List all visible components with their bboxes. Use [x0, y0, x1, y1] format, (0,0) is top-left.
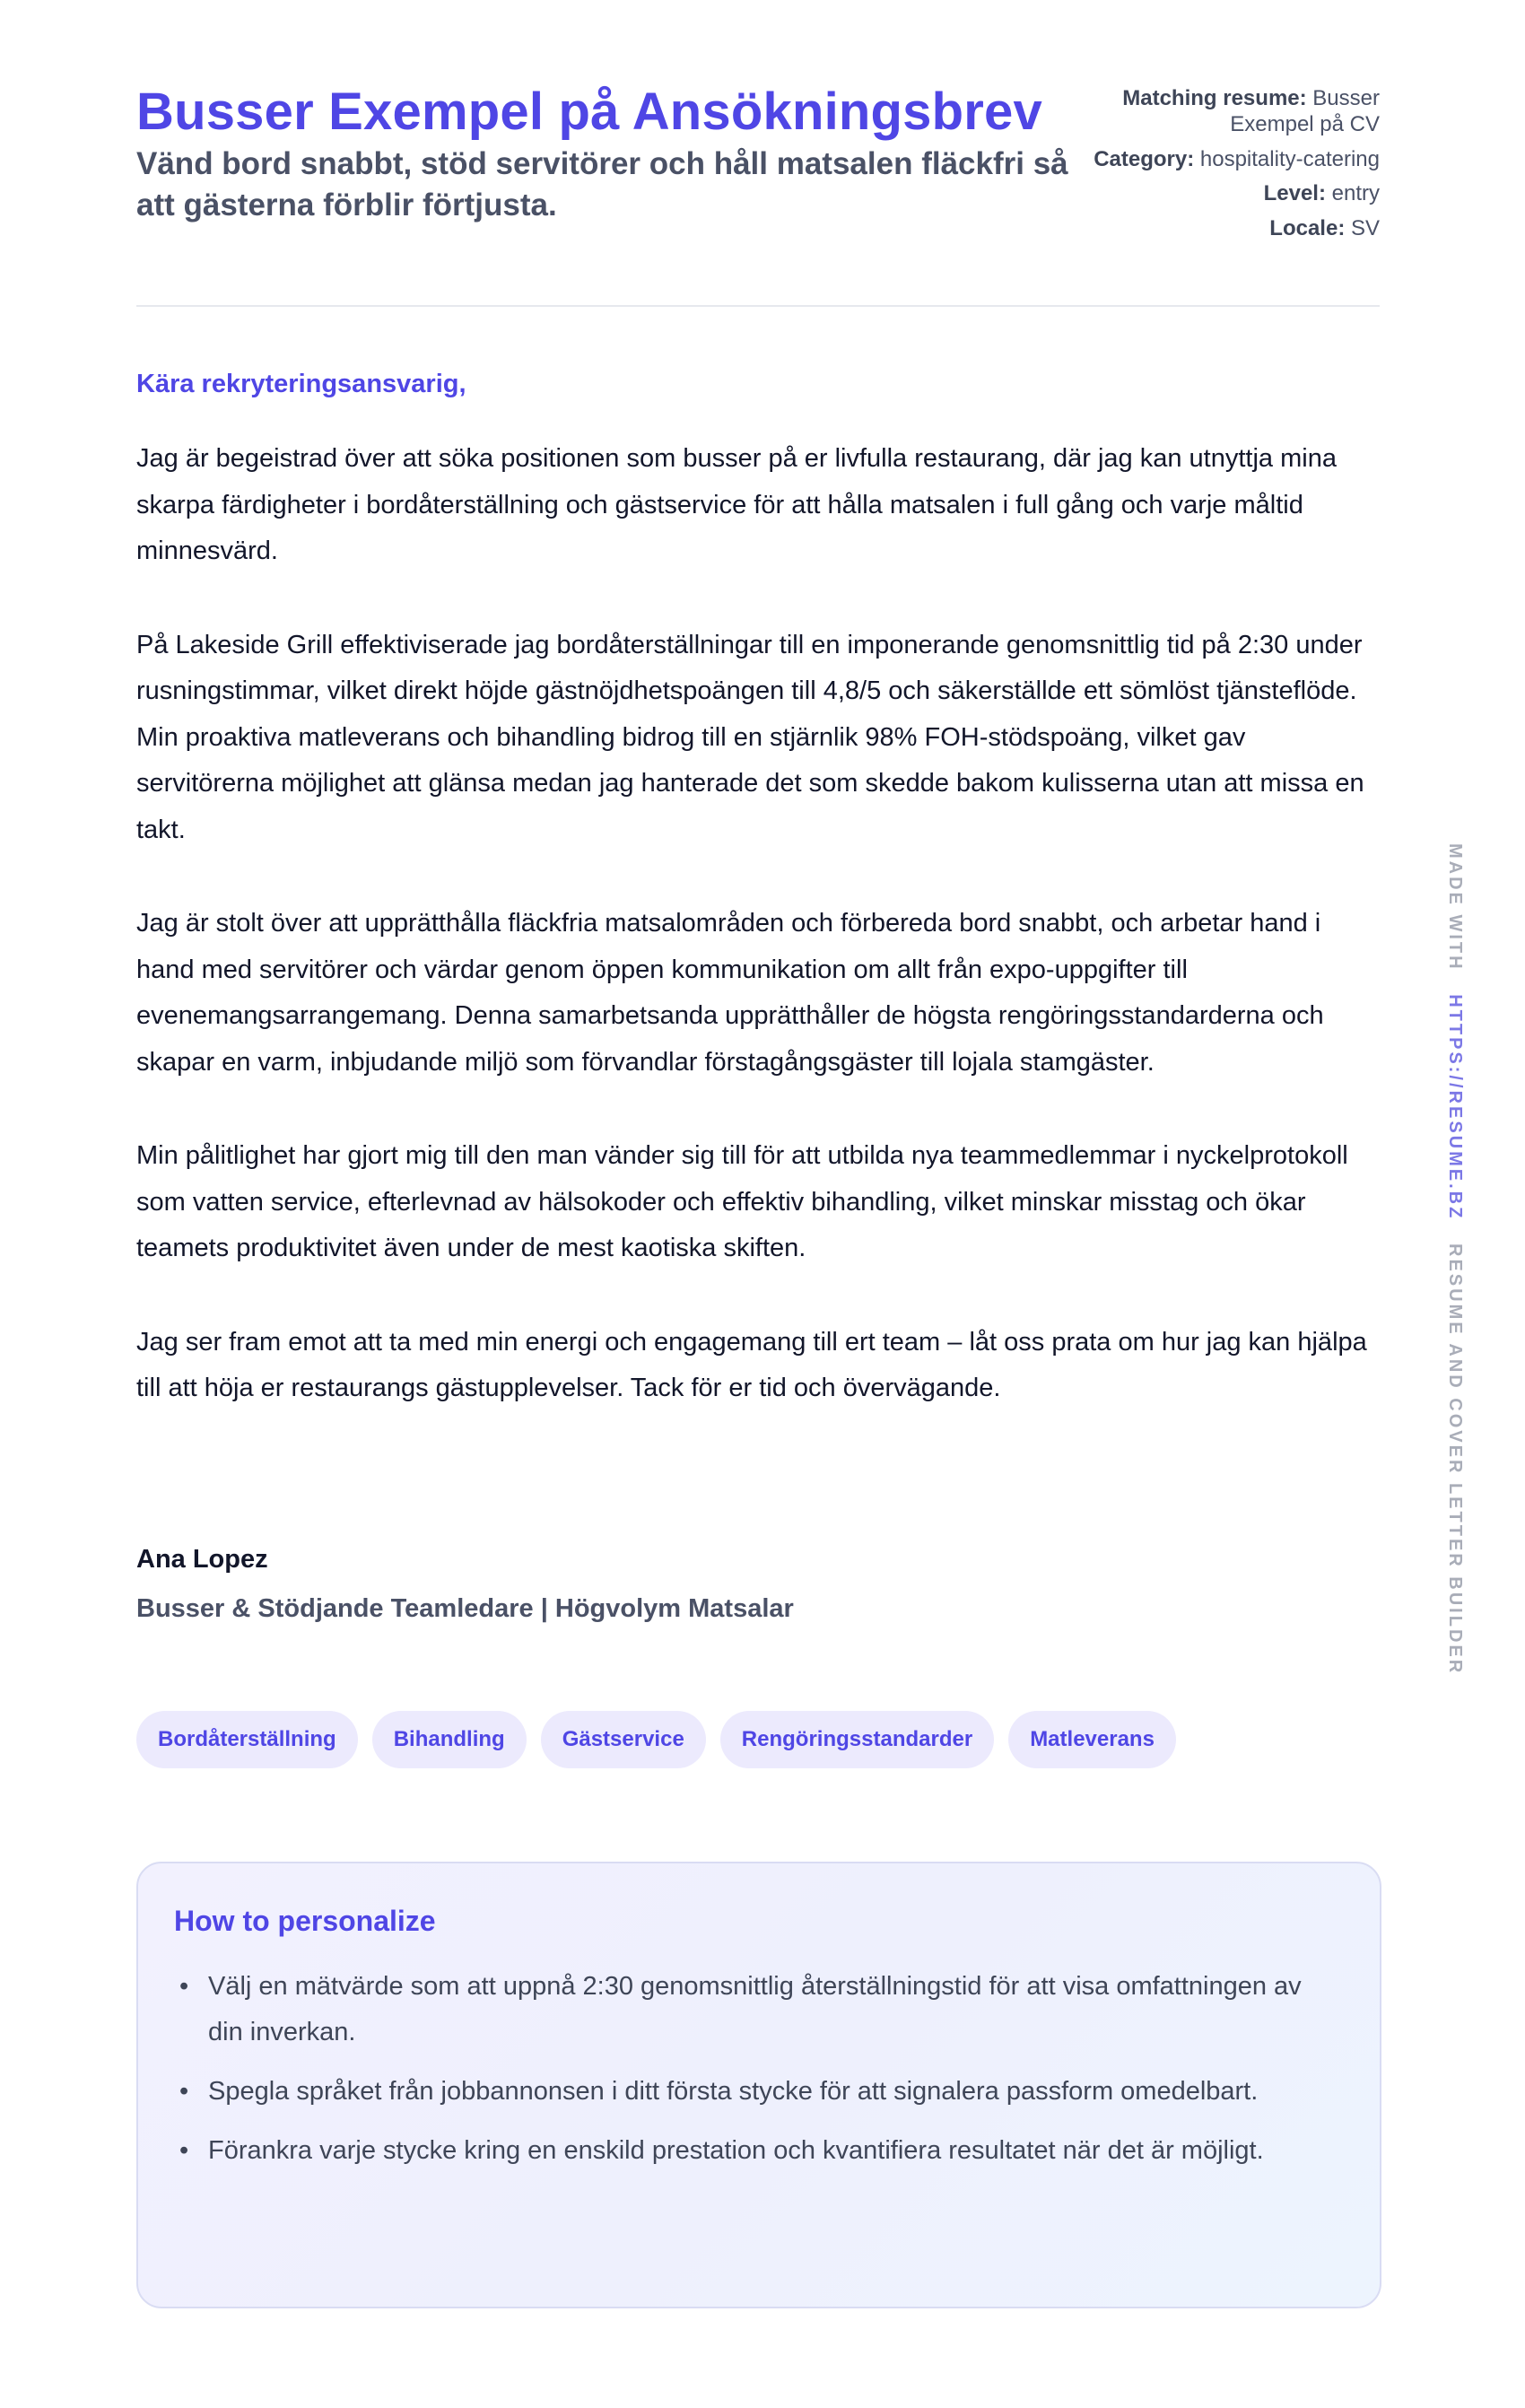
signature-title: Busser & Stödjande Teamledare | Högvolym Matsalar — [136, 1594, 794, 1623]
meta-locale-value: SV — [1350, 216, 1380, 241]
tips-title: How to personalize — [174, 1905, 436, 1937]
tip-item — [174, 2128, 1331, 2174]
skill-tag: Rengöringsstandarder — [720, 1711, 994, 1768]
skill-tag: Gästservice — [541, 1711, 706, 1768]
letter-paragraph: Jag är stolt över att upprätthålla fläckfria matsalområden och förbereda bord snabbt, och arbetar hand i hand med servitörer och värdar genom öppen kommunikation om allt från expo-uppgifter till evenemangsarrangemang. Denna samarbetsanda upprätthåller de högsta rengöringsstandarderna och skapar en varm, inbjudande miljö som förvandlar förstagångsgäster till lojala stamgäster. — [136, 909, 1324, 1077]
meta-matching-resume-label: Matching resume: — [1122, 86, 1307, 110]
meta-panel — [1084, 86, 1380, 251]
meta-category — [1084, 147, 1380, 173]
meta-category-value: hospitality-catering — [1199, 146, 1380, 171]
signature-name: Ana Lopez — [136, 1545, 268, 1574]
tip-item — [174, 2069, 1331, 2115]
letter-paragraph: På Lakeside Grill effektiviserade jag bordåterställningar till en imponerande genomsnittlig tid på 2:30 under rusningstimmar, vilket direkt höjde gästnöjdhetspoängen till 4,8/5 och säkerställde ett sömlöst tjänsteflöde. Min proaktiva matleverans och bihandling bidrog till en stjärnlik 98% FOH-stödspoäng, vilket gav servitörerna möjlighet att glänsa medan jag hanterade det som skedde bakom kulisserna utan att missa en takt. — [136, 630, 1364, 844]
letter-salutation: Kära rekryteringsansvarig, — [136, 370, 466, 398]
watermark-prefix: MADE WITH — [1445, 843, 1465, 972]
tip-text: Spegla språket från jobbannonsen i ditt första stycke för att signalera passform omedelbart. — [208, 2077, 1259, 2106]
meta-locale-label: Locale: — [1269, 216, 1346, 241]
page-header — [136, 0, 1380, 307]
meta-level-label: Level: — [1263, 181, 1326, 206]
skill-tag: Matleverans — [1008, 1711, 1176, 1768]
bullet-icon: • — [179, 2136, 189, 2165]
letter-paragraph: Jag är begeistrad över att söka positionen som busser på er livfulla restaurang, där jag kan utnyttja mina skarpa färdigheter i bordåterställning och gästservice för att hålla matsalen i full gång och varje måltid minnesvärd. — [136, 444, 1337, 565]
skill-tags — [136, 1711, 1176, 1768]
page-subtitle: Vänd bord snabbt, stöd servitörer och håll matsalen fläckfri så att gästerna förblir förtjusta. — [136, 146, 1068, 222]
vertical-watermark — [1440, 843, 1476, 1676]
meta-matching-resume — [1084, 86, 1380, 138]
tips-list — [174, 1964, 1331, 2187]
personalize-tips-box — [136, 1862, 1381, 2308]
skill-tag: Bordåterställning — [136, 1711, 358, 1768]
bullet-icon: • — [179, 2077, 189, 2106]
signature-block — [136, 1545, 794, 1624]
letter-paragraph: Min pålitlighet har gjort mig till den man vänder sig till för att utbilda nya teammedlemmar i nyckelprotokoll som vatten service, efterlevnad av hälsokoder och effektiv bihandling, vilket minskar misstag och ökar teamets produktivitet även under de mest kaotiska skiften. — [136, 1141, 1348, 1262]
watermark-suffix: RESUME AND COVER LETTER BUILDER — [1445, 1243, 1465, 1676]
meta-level-value: entry — [1331, 181, 1380, 206]
bullet-icon: • — [179, 1972, 189, 2001]
tip-text: Förankra varje stycke kring en enskild prestation och kvantifiera resultatet när det är möjligt. — [208, 2136, 1264, 2165]
meta-level — [1084, 181, 1380, 207]
meta-category-label: Category: — [1094, 146, 1195, 171]
tip-item — [174, 1964, 1331, 2055]
watermark-text — [1444, 843, 1465, 1675]
skill-tag: Bihandling — [372, 1711, 527, 1768]
letter-body — [136, 436, 1380, 1460]
meta-locale — [1084, 216, 1380, 242]
watermark-link[interactable]: HTTPS://RESUME.BZ — [1445, 994, 1465, 1221]
page-title: Busser Exempel på Ansökningsbrev — [136, 83, 1042, 141]
cover-letter-page — [136, 0, 1380, 2165]
letter-paragraph: Jag ser fram emot att ta med min energi och engagemang till ert team – låt oss prata om hur jag kan hjälpa till att höja er restaurangs gästupplevelser. Tack för er tid och övervägande. — [136, 1327, 1367, 1402]
meta-matching-resume-value[interactable]: Busser Exempel på CV — [1230, 86, 1380, 136]
tip-text: Välj en mätvärde som att uppnå 2:30 genomsnittlig återställningstid för att visa omfattningen av din inverkan. — [208, 1972, 1302, 2046]
